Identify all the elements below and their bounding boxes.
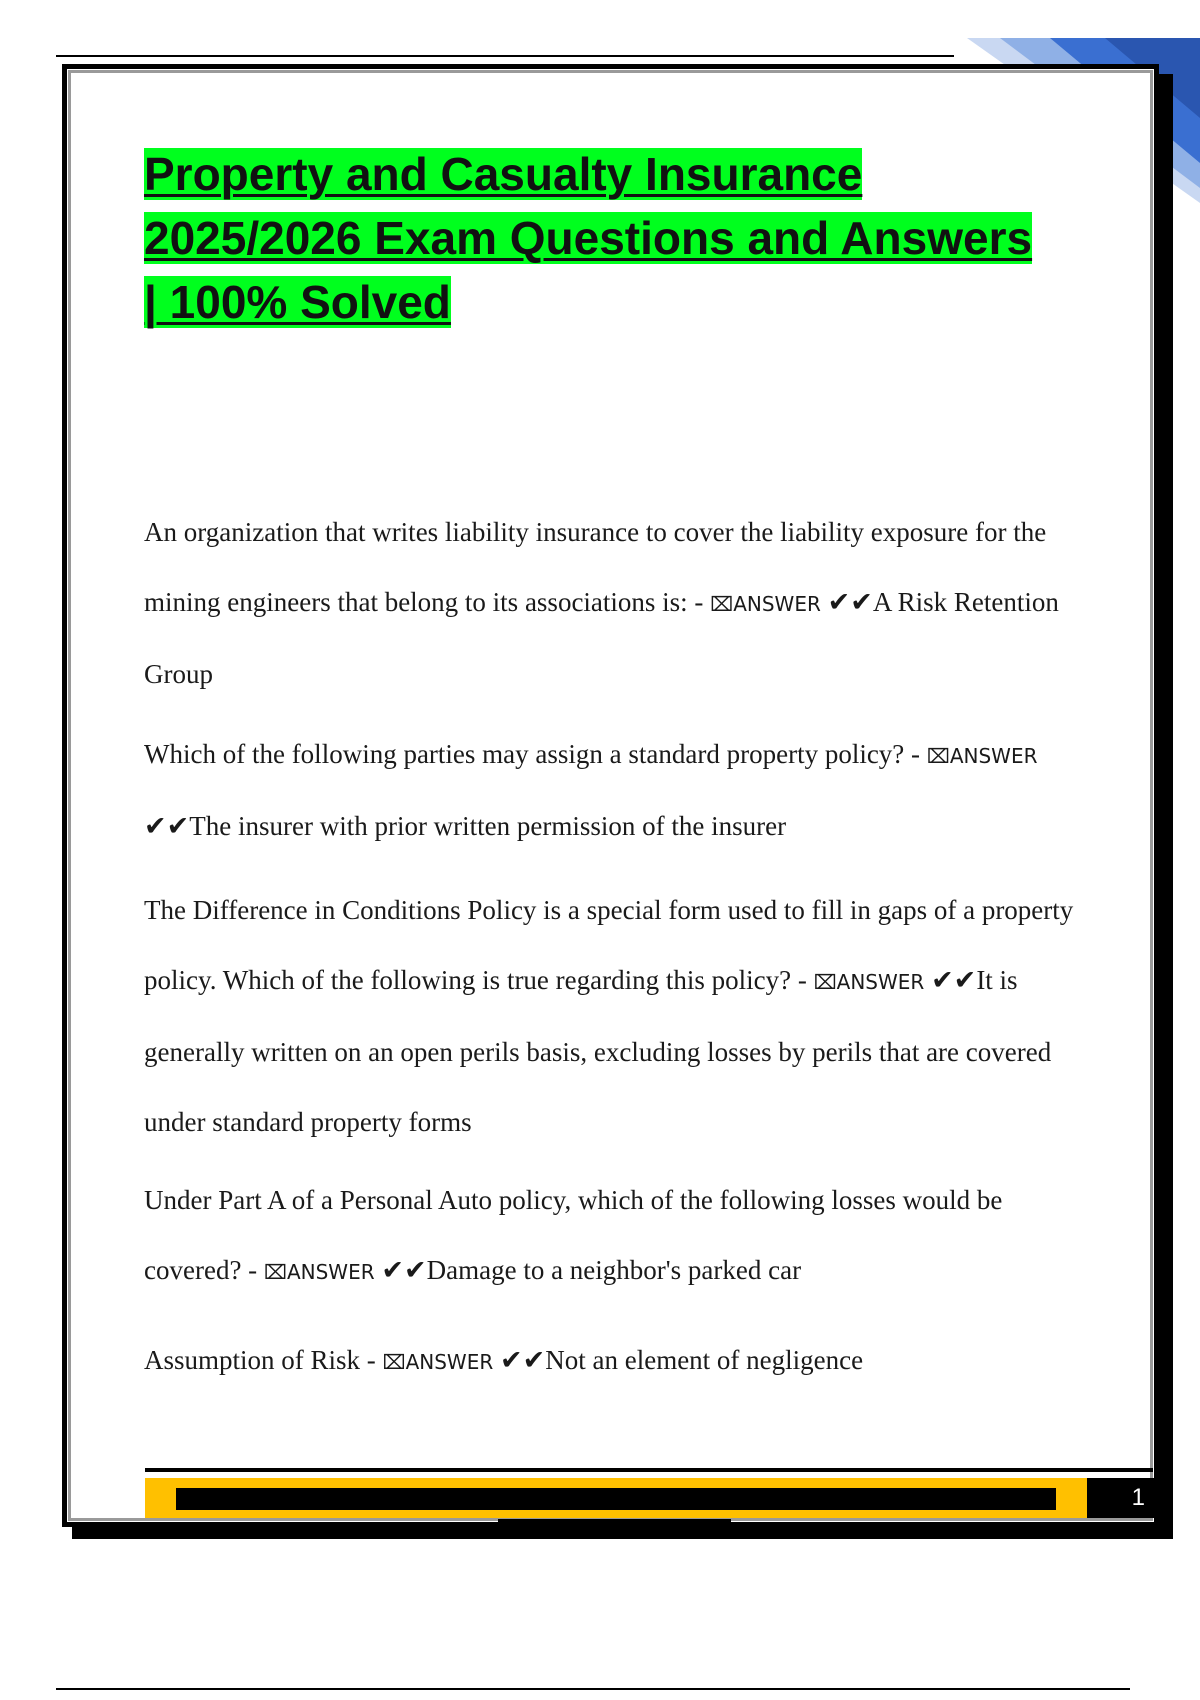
footer-notch: [498, 1519, 731, 1522]
qa-item-1: [144, 497, 1104, 709]
document-title: [144, 142, 1094, 334]
question-text: The Difference in Conditions Policy is a special form used to fill in gaps of a property policy. Which of the following is true regarding this policy? -: [144, 895, 1074, 995]
check-marks: ✔✔: [144, 811, 190, 842]
answer-label: ⌧ANSWER: [926, 744, 1038, 768]
top-rule: [56, 55, 954, 57]
qa-item-4: [144, 1165, 1104, 1307]
question-text: Assumption of Risk -: [144, 1345, 376, 1375]
qa-item-2: [144, 719, 1104, 862]
qa-item-5: [144, 1325, 1104, 1397]
title-line-2: 2025/2026 Exam Questions and Answers: [144, 212, 1033, 264]
title-line-3: | 100% Solved: [144, 276, 451, 328]
title-line-1: Property and Casualty Insurance: [144, 148, 863, 200]
answer-text: It is generally written on an open perils basis, excluding losses by perils that are covered under standard property forms: [144, 965, 1052, 1137]
question-text: An organization that writes liability insurance to cover the liability exposure for the mining engineers that belong to its associations is: -: [144, 517, 1047, 617]
answer-text: Not an element of negligence: [545, 1345, 864, 1375]
check-marks: ✔✔: [931, 965, 977, 996]
page-number: 1: [1087, 1478, 1159, 1518]
answer-label: ⌧ANSWER: [813, 970, 925, 994]
question-text: Under Part A of a Personal Auto policy, which of the following losses would be covered? -: [144, 1185, 1003, 1285]
check-marks: ✔✔: [381, 1255, 427, 1286]
question-text: Which of the following parties may assign a standard property policy? -: [144, 739, 921, 769]
check-marks: ✔✔: [827, 587, 873, 618]
answer-text: Damage to a neighbor's parked car: [426, 1255, 802, 1285]
answer-label: ⌧ANSWER: [382, 1350, 494, 1374]
footer-inner-bar: [176, 1488, 1056, 1510]
answer-text: The insurer with prior written permission of the insurer: [189, 811, 787, 841]
check-marks: ✔✔: [499, 1345, 546, 1376]
answer-label: ⌧ANSWER: [710, 592, 821, 616]
answer-text: A Risk Retention Group: [144, 587, 1059, 689]
answer-label: ⌧ANSWER: [263, 1260, 375, 1284]
bottom-rule: [56, 1688, 1130, 1690]
footer-rule: [145, 1468, 1153, 1472]
qa-item-3: [144, 875, 1104, 1157]
